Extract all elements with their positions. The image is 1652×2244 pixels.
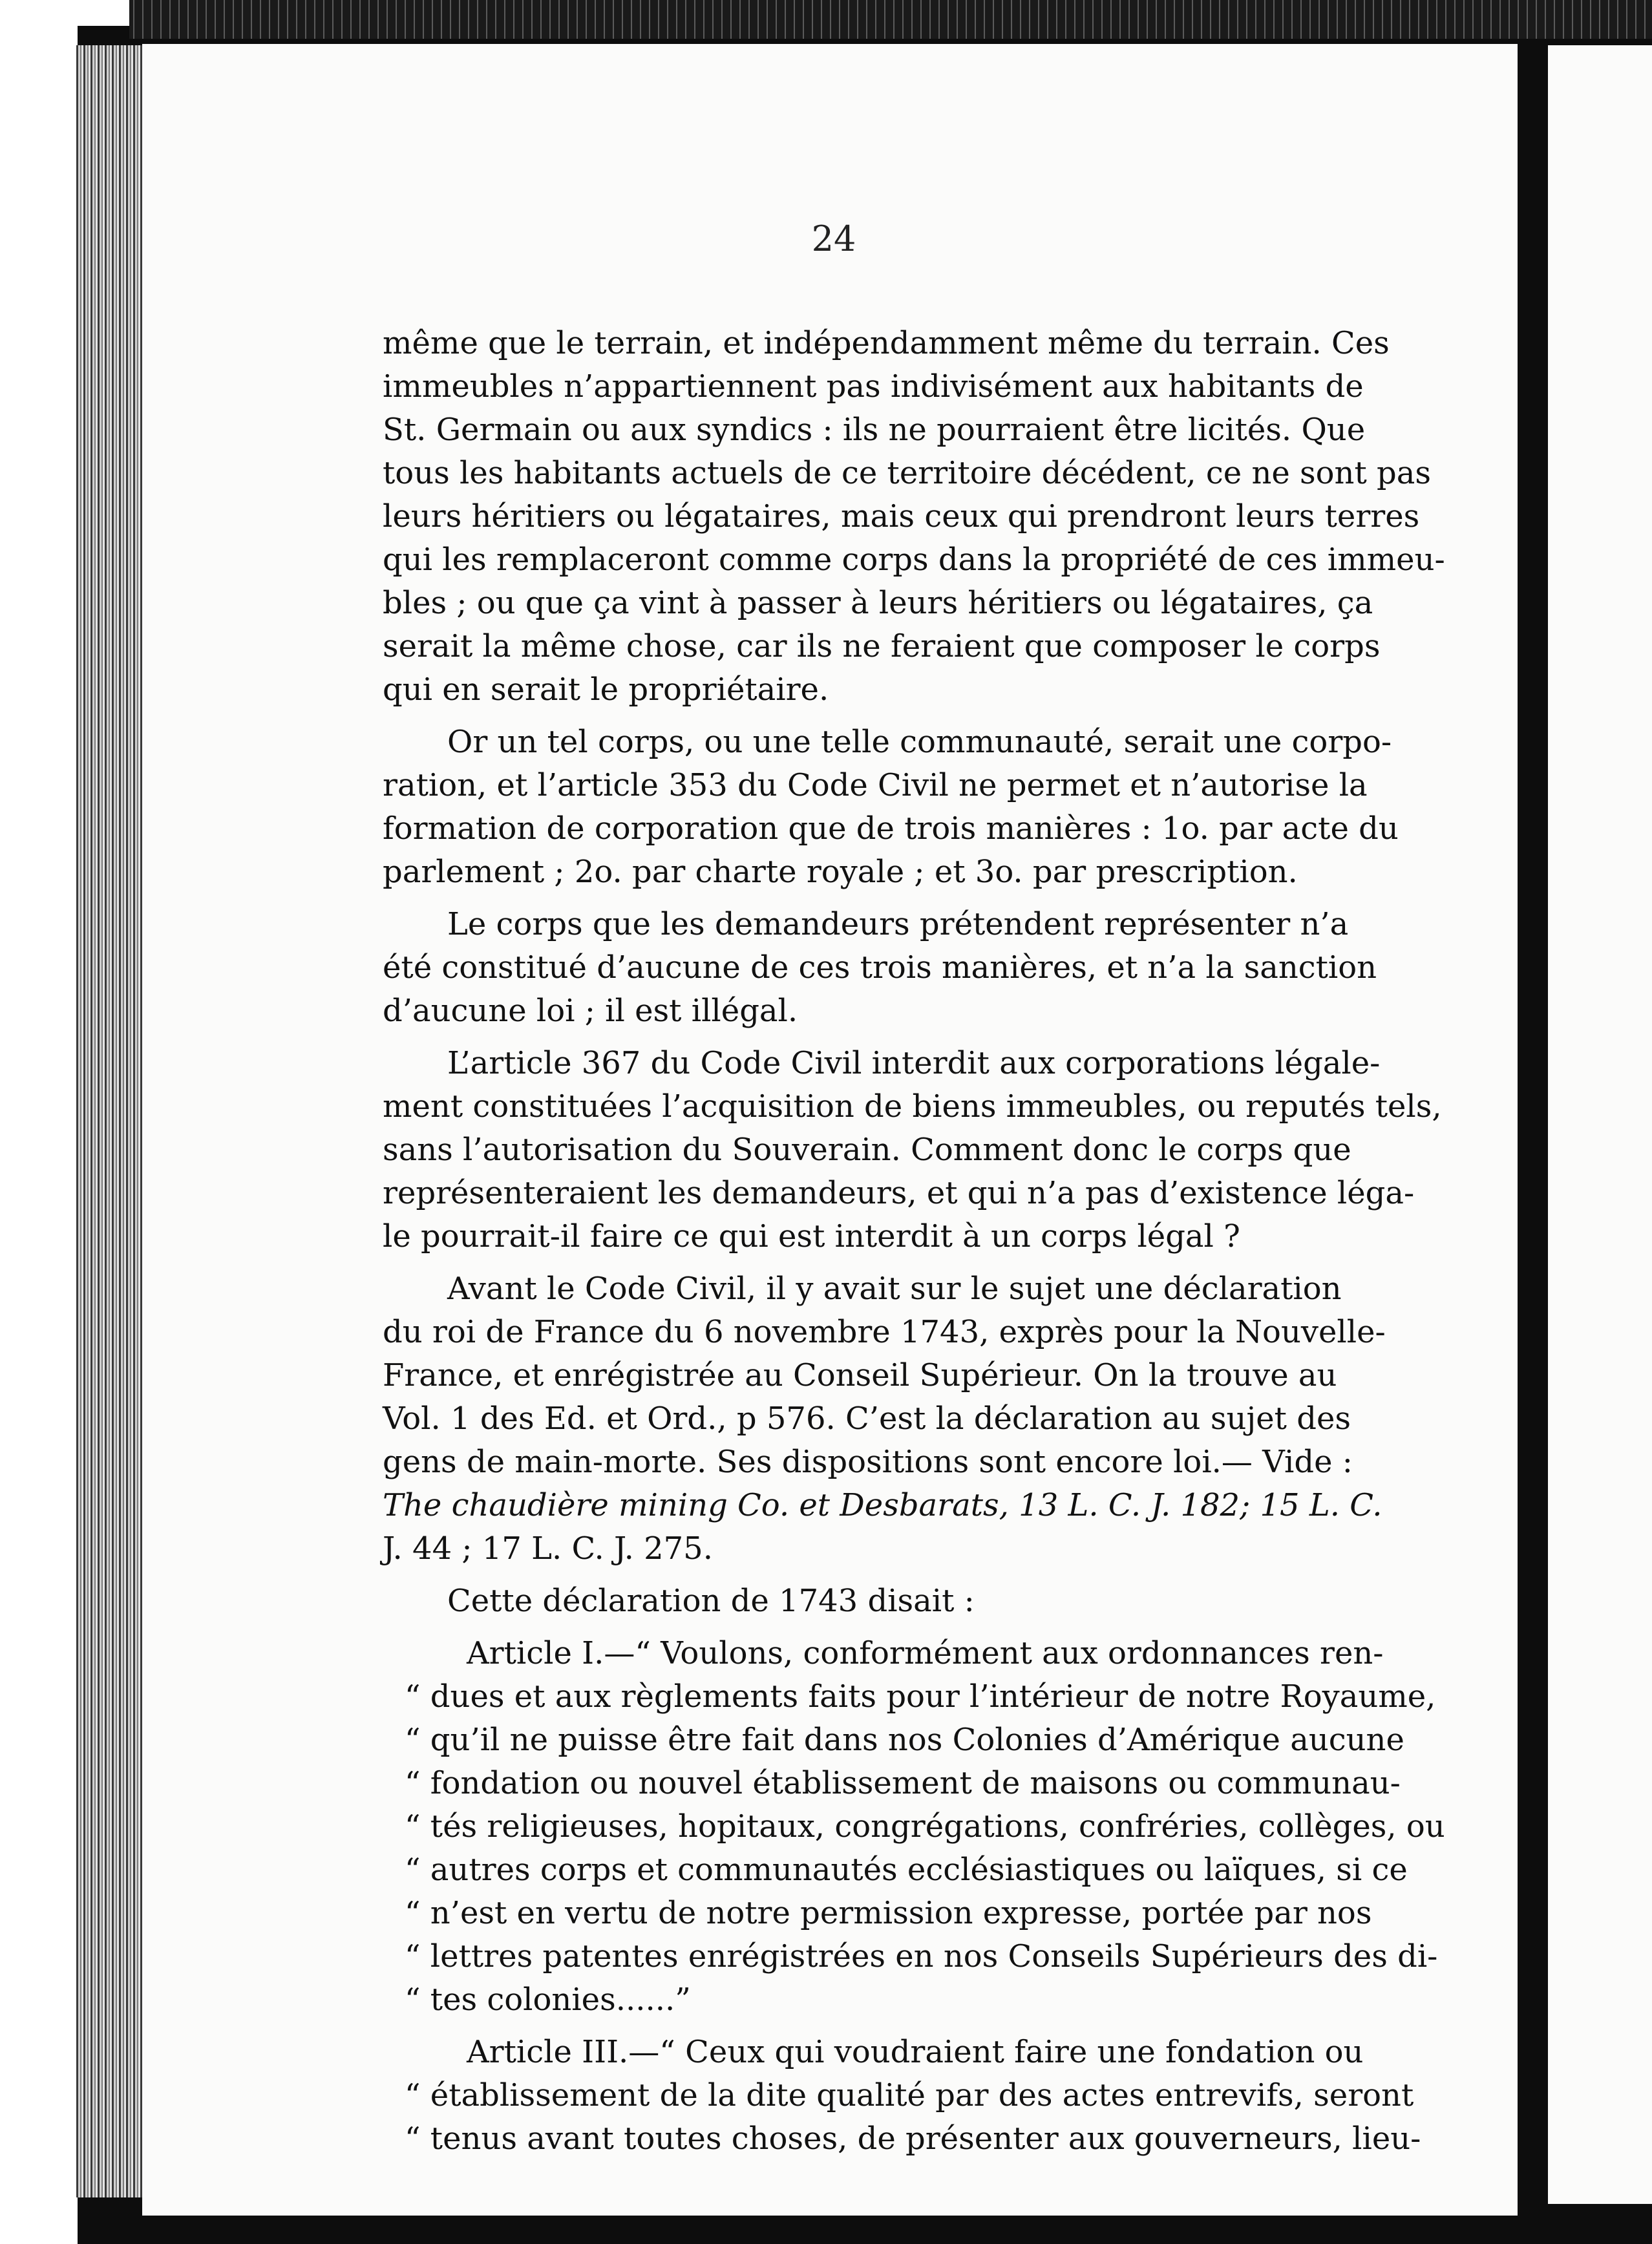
text-line: serait la même chose, car ils ne feraient que composer le corps bbox=[383, 628, 1381, 664]
text-line: le pourrait-il faire ce qui est interdit à un corps légal ? bbox=[383, 1218, 1240, 1254]
paragraph bbox=[383, 903, 1377, 1033]
text-line: “ tés religieuses, hopitaux, congrégations, confréries, collèges, ou bbox=[405, 1808, 1445, 1845]
text-line: “ fondation ou nouvel établissement de maisons ou communau- bbox=[405, 1765, 1401, 1801]
paragraph bbox=[383, 1042, 1442, 1258]
text-line: d’aucune loi ; il est illégal. bbox=[383, 993, 798, 1029]
text-line: représenteraient les demandeurs, et qui n’a pas d’existence léga- bbox=[383, 1175, 1415, 1211]
text-line: Cette déclaration de 1743 disait : bbox=[447, 1583, 975, 1619]
paragraph bbox=[383, 322, 1445, 712]
text-line: “ n’est en vertu de notre permission expresse, portée par nos bbox=[405, 1895, 1372, 1931]
text-line: “ établissement de la dite qualité par des actes entrevifs, seront bbox=[405, 2077, 1414, 2113]
text-line: qui les remplaceront comme corps dans la propriété de ces immeu- bbox=[383, 542, 1445, 578]
text-line: Article I.—“ Voulons, conformément aux ordonnances ren- bbox=[467, 1635, 1384, 1671]
text-line: été constitué d’aucune de ces trois manières, et n’a la sanction bbox=[383, 949, 1377, 986]
paragraph bbox=[383, 1580, 1295, 1623]
text-line: même que le terrain, et indépendamment même du terrain. Ces bbox=[383, 325, 1390, 361]
text-line: gens de main-morte. Ses dispositions sont encore loi.— Vide : bbox=[383, 1444, 1353, 1480]
text-line: parlement ; 2o. par charte royale ; et 3o. par prescription. bbox=[383, 854, 1298, 890]
text-line: “ autres corps et communautés ecclésiastiques ou laïques, si ce bbox=[405, 1852, 1408, 1888]
text-line: bles ; ou que ça vint à passer à leurs héritiers ou légataires, ça bbox=[383, 585, 1373, 621]
quoted-article bbox=[383, 1632, 1445, 2022]
text-line: “ qu’il ne puisse être fait dans nos Colonies d’Amérique aucune bbox=[405, 1722, 1404, 1758]
text-line: J. 44 ; 17 L. C. J. 275. bbox=[383, 1530, 713, 1567]
text-line: “ tes colonies......” bbox=[405, 1982, 691, 2018]
page-number: 24 bbox=[811, 218, 856, 259]
text-line: France, et enrégistrée au Conseil Supérieur. On la trouve au bbox=[383, 1357, 1337, 1393]
text-line: Article III.—“ Ceux qui voudraient faire une fondation ou bbox=[467, 2034, 1364, 2070]
text-line: leurs héritiers ou légataires, mais ceux qui prendront leurs terres bbox=[383, 498, 1420, 535]
text-line: “ tenus avant toutes choses, de présenter aux gouverneurs, lieu- bbox=[405, 2121, 1421, 2157]
text-line: St. Germain ou aux syndics : ils ne pourraient être licités. Que bbox=[383, 412, 1366, 448]
paragraph bbox=[383, 1267, 1386, 1571]
text-line: “ lettres patentes enrégistrées en nos Conseils Supérieurs des di- bbox=[405, 1938, 1438, 1974]
text-line: Vol. 1 des Ed. et Ord., p 576. C’est la déclaration au sujet des bbox=[383, 1401, 1351, 1437]
text-line: Or un tel corps, ou une telle communauté, serait une corpo- bbox=[447, 724, 1392, 760]
text-line: Le corps que les demandeurs prétendent représenter n’a bbox=[447, 906, 1349, 942]
text-line: sans l’autorisation du Souverain. Comment donc le corps que bbox=[383, 1132, 1351, 1168]
text-line: L’article 367 du Code Civil interdit aux corporations légale- bbox=[447, 1045, 1381, 1081]
text-line: ration, et l’article 353 du Code Civil ne permet et n’autorise la bbox=[383, 767, 1368, 803]
facing-page-edge bbox=[1548, 45, 1652, 2204]
text-line: formation de corporation que de trois manières : 1o. par acte du bbox=[383, 810, 1399, 847]
text-line: ment constituées l’acquisition de biens immeubles, ou reputés tels, bbox=[383, 1088, 1442, 1125]
quoted-article bbox=[383, 2031, 1421, 2161]
text-line: “ dues et aux règlements faits pour l’intérieur de notre Royaume, bbox=[405, 1678, 1436, 1715]
text-line: Avant le Code Civil, il y avait sur le sujet une déclaration bbox=[447, 1271, 1342, 1307]
text-line: tous les habitants actuels de ce territoire décédent, ce ne sont pas bbox=[383, 455, 1431, 491]
scan-top-edge bbox=[129, 0, 1652, 39]
text-line: qui en serait le propriétaire. bbox=[383, 672, 829, 708]
body-text bbox=[383, 322, 1445, 2170]
text-line: du roi de France du 6 novembre 1743, exprès pour la Nouvelle- bbox=[383, 1314, 1386, 1350]
paragraph bbox=[383, 721, 1399, 894]
text-line: The chaudière mining Co. et Desbarats, 13 L. C. J. 182; 15 L. C. bbox=[383, 1487, 1382, 1523]
text-line: immeubles n’appartiennent pas indivisément aux habitants de bbox=[383, 368, 1364, 405]
